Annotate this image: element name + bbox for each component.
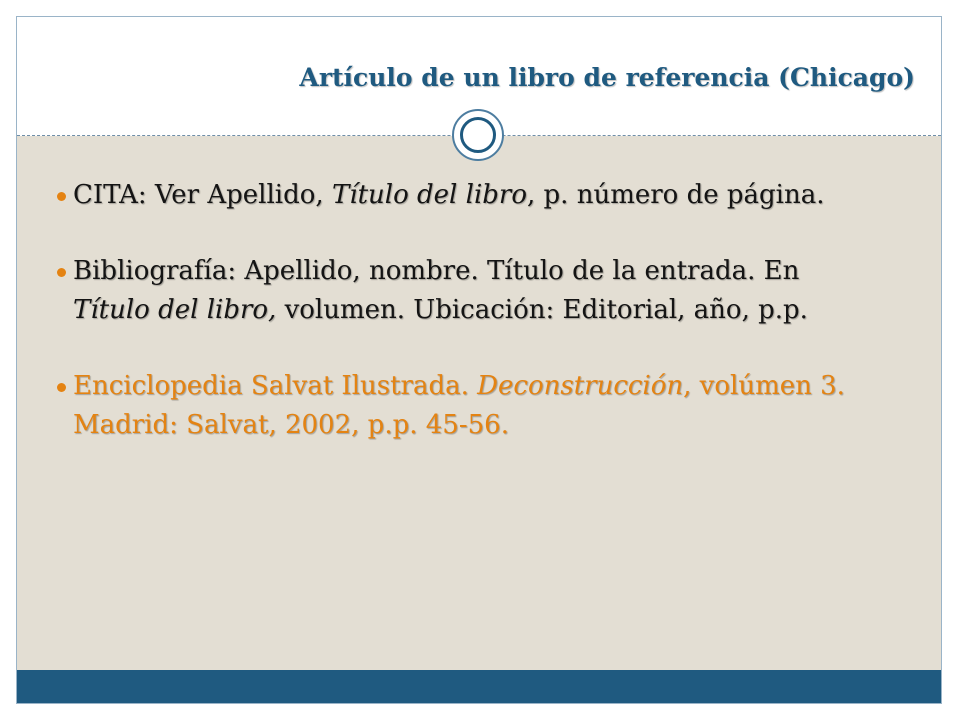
slide-title: Artículo de un libro de referencia (Chicago) [299, 63, 915, 92]
bullet-text: Enciclopedia Salvat Ilustrada. [73, 371, 478, 401]
bullet-dot-icon [57, 268, 66, 277]
content-area [17, 136, 941, 672]
bullet-dot-icon [57, 192, 66, 201]
bullet-item-cita [57, 176, 877, 215]
bullet-italic-text: Deconstrucción [477, 371, 684, 401]
bullet-text: CITA: Ver Apellido, [73, 180, 332, 210]
bullet-text: , volúmen 3. Madrid: Salvat, 2002, p.p. 45-56. [73, 371, 845, 440]
bullet-text: Bibliografía: Apellido, nombre. Título de la entrada. En [73, 256, 800, 286]
bullet-item-bibliografia [57, 252, 877, 330]
bullet-italic-text: Título del libro [331, 180, 527, 210]
bullet-item-example [57, 367, 877, 445]
slide [16, 16, 942, 704]
footer-bar [17, 670, 941, 703]
bullet-text: , p. número de página. [527, 180, 825, 210]
bullet-italic-text: Título del libro, [73, 295, 277, 325]
bullet-dot-icon [57, 383, 66, 392]
circle-ornament-icon [452, 109, 504, 161]
bullet-list [57, 176, 877, 482]
bullet-text: volumen. Ubicación: Editorial, año, p.p. [276, 295, 808, 325]
